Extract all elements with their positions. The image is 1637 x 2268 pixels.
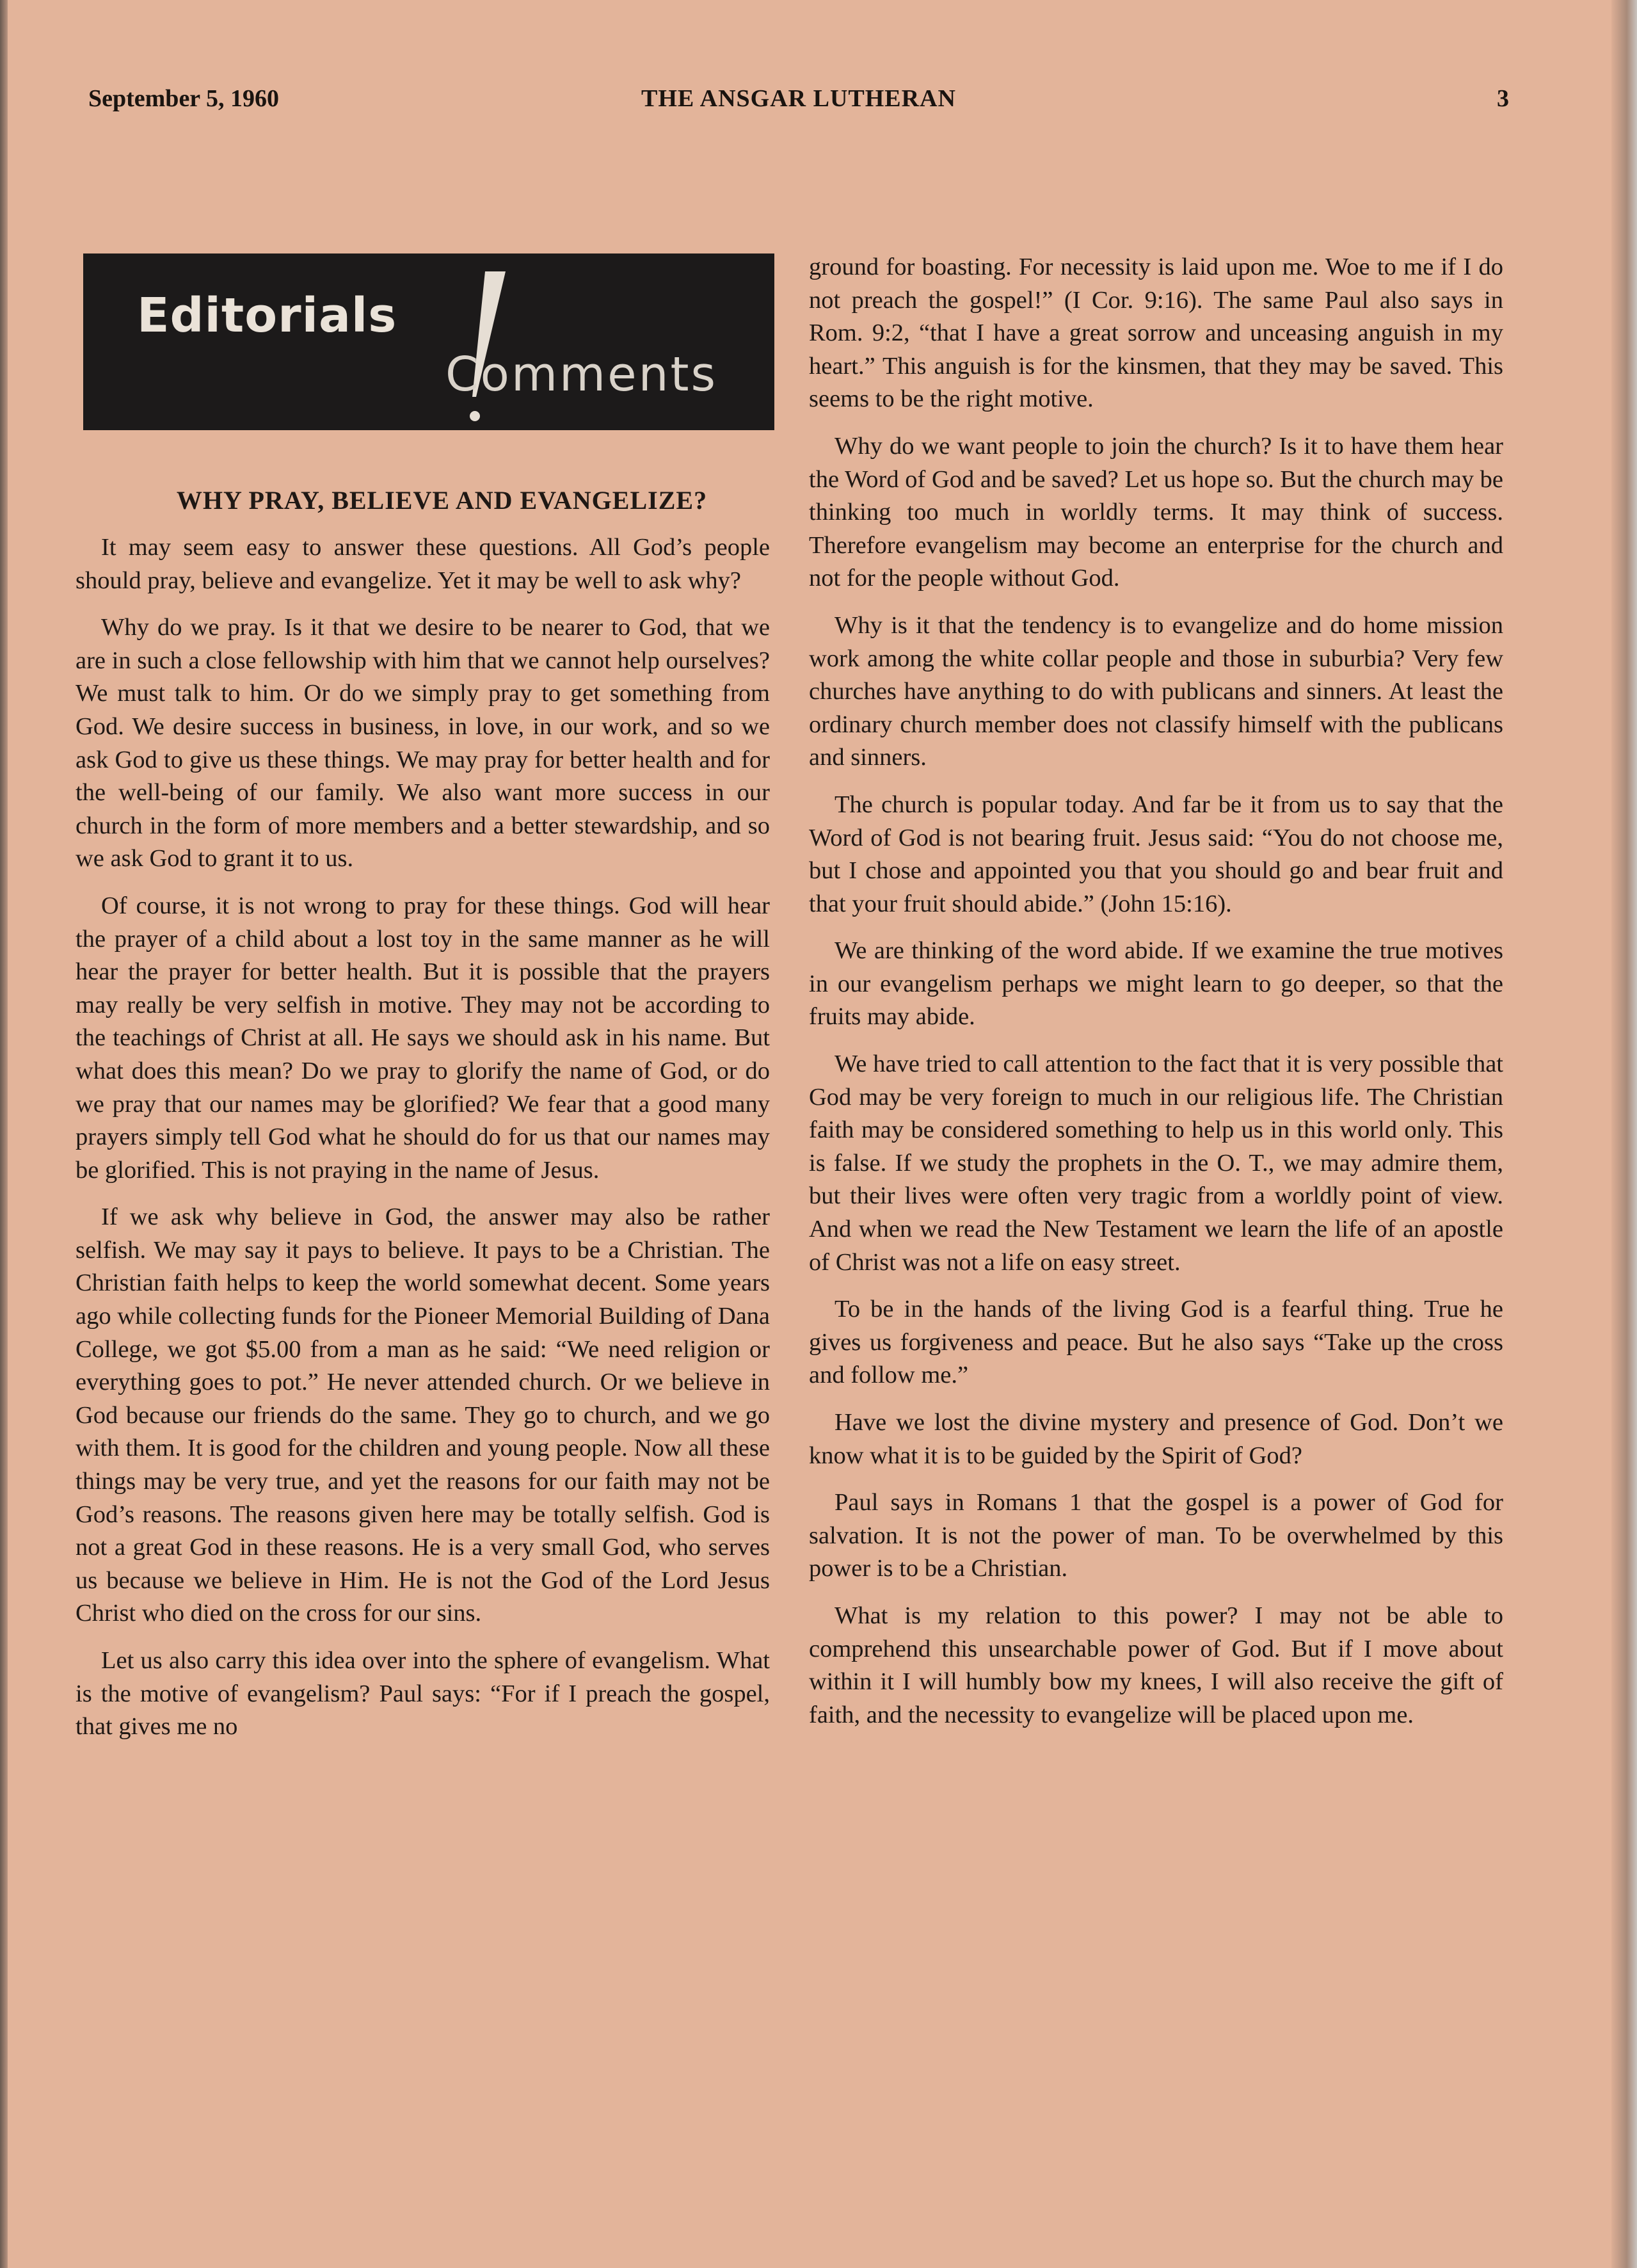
paragraph: Paul says in Romans 1 that the gospel is a power of God for salvation. It is not the power of man. To be overwhelmed by this power is to be a Christian. xyxy=(809,1489,1503,1582)
right-column xyxy=(809,251,1503,1746)
paragraph: The church is popular today. And far be it from us to say that the Word of God is not bearing fruit. Jesus said: “You do not choose me, but I chose and appointed you that you should go and bear fruit and that your fruit should abide.” (John 15:16). xyxy=(809,791,1503,917)
paragraph: Let us also carry this idea over into the sphere of evangelism. What is the motive of evangelism? Paul says: “For if I preach the gospel, that gives me no xyxy=(76,1647,770,1741)
left-column xyxy=(76,481,770,1758)
page-edge-left xyxy=(0,0,8,2268)
paragraph: Have we lost the divine mystery and presence of God. Don’t we know what it is to be guided by the Spirit of God? xyxy=(809,1409,1503,1469)
banner-editorials: Editorials xyxy=(137,288,397,343)
issue-date: September 5, 1960 xyxy=(88,85,279,112)
paragraph: What is my relation to this power? I may not be able to comprehend this unsearchable power of God. But if I move about within it I will humbly bow my knees, I will also receive the gift of faith, and the necessity to evangelize will be placed upon me. xyxy=(809,1602,1503,1728)
paragraph: Why do we want people to join the church? Is it to have them hear the Word of God and be saved? Let us hope so. But the church may be thinking too much in worldly terms. It may think of success. Therefore evangelism may become an enterprise for the church and not for the people without God. xyxy=(809,432,1503,592)
paragraph: Why do we pray. Is it that we desire to be nearer to God, that we are in such a close fellowship with him that we cannot help ourselves? We must talk to him. Or do we simply pray to get something from God. We desire success in business, in love, in our work, and so we ask God to give us these things. We may pray for better health and for the well-being of our family. We also want more success in our church in the form of more members and a better stewardship, and so we ask God to grant it to us. xyxy=(76,614,770,873)
paragraph: We have tried to call attention to the fact that it is very possible that God may be very foreign to much in our religious life. The Christian faith may be considered something to help us in this world only. This is false. If we study the prophets in the O. T., we may admire them, but their lives were often very tragic from a worldly point of view. And when we read the New Testament we learn the life of an apostle of Christ was not a life on easy street. xyxy=(809,1050,1503,1276)
editorials-comments-banner xyxy=(83,253,774,430)
page-number: 3 xyxy=(1497,85,1509,112)
paragraph: It may seem easy to answer these questions. All God’s people should pray, believe and evangelize. Yet it may be well to ask why? xyxy=(76,534,770,594)
paragraph: Why is it that the tendency is to evangelize and do home mission work among the white collar people and those in suburbia? Very few churches have anything to do with publicans and sinners. At least the ordinary church member does not classify himself with the publicans and sinners. xyxy=(809,611,1503,771)
paragraph: To be in the hands of the living God is a fearful thing. True he gives us forgiveness and peace. But he also says “Take up the cross and follow me.” xyxy=(809,1296,1503,1389)
banner-comments: Comments xyxy=(445,347,718,402)
page-header xyxy=(88,84,1509,123)
page-edge-right xyxy=(1611,0,1637,2268)
publication-title: THE ANSGAR LUTHERAN xyxy=(641,85,956,112)
paragraph: If we ask why believe in God, the answer may also be rather selfish. We may say it pays to believe. It pays to be a Christian. The Christian faith helps to keep the world somewhat decent. Some years ago while collecting funds for the Pioneer Memorial Building of Dana College, we got $5.00 from a man as he said: “We need religion or everything goes to pot.” He never attended church. Or we believe in God because our friends do the same. They go to church, and we go with them. It is good for the children and young people. Now all these things may be very true, and yet the reasons for our faith may not be God’s reasons. The reasons given here may be totally selfish. God is not a great God in these reasons. He is a very small God, who serves us because we believe in Him. He is not the God of the Lord Jesus Christ who died on the cross for our sins. xyxy=(76,1203,770,1627)
article-title: WHY PRAY, BELIEVE AND EVANGELIZE? xyxy=(176,486,708,515)
paragraph: We are thinking of the word abide. If we examine the true motives in our evangelism perhaps we might learn to go deeper, so that the fruits may abide. xyxy=(809,937,1503,1031)
paragraph: Of course, it is not wrong to pray for these things. God will hear the prayer of a child about a lost toy in the same manner as he will hear the prayer for better health. But it is possible that the prayers may really be very selfish in motive. They may not be according to the teachings of Christ at all. He says we should ask in his name. But what does this mean? Do we pray to glorify the name of God, or do we pray that our names may be glorified? We fear that a good many prayers simply tell God what he should do for us that our names may be glorified. This is not praying in the name of Jesus. xyxy=(76,892,770,1184)
continued-paragraph: ground for boasting. For necessity is laid upon me. Woe to me if I do not preach the gospel!” (I Cor. 9:16). The same Paul also says in Rom. 9:2, “that I have a great sorrow and unceasing anguish in my heart.” This anguish is for the kinsmen, that they may be saved. This seems to be the right motive. xyxy=(809,253,1503,413)
